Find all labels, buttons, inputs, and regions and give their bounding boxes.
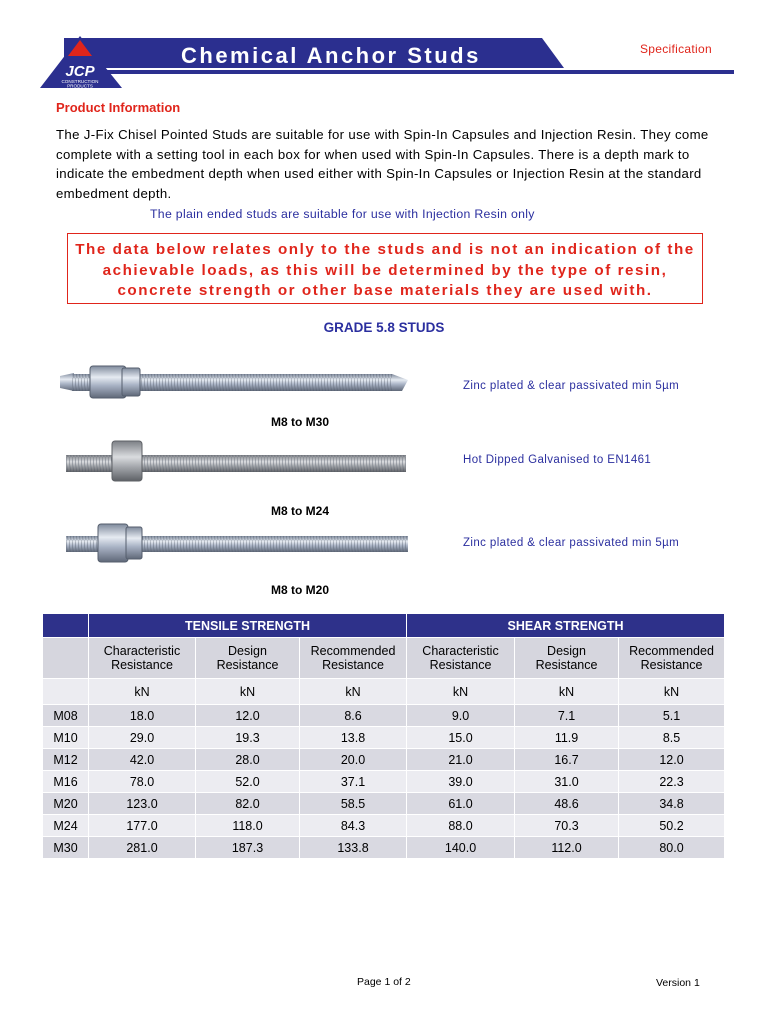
- stud-size-cell: M08: [43, 705, 89, 727]
- page-number: Page 1 of 2: [357, 976, 411, 988]
- svg-text:PRODUCTS: PRODUCTS: [67, 83, 93, 89]
- value-cell: 39.0: [407, 771, 515, 793]
- page-title: Chemical Anchor Studs: [181, 43, 481, 68]
- specification-tag: Specification: [640, 42, 712, 56]
- value-cell: 50.2: [619, 815, 725, 837]
- stud-finish: Zinc plated & clear passivated min 5µm: [463, 380, 680, 392]
- value-cell: 28.0: [196, 749, 300, 771]
- stud-finish: Hot Dipped Galvanised to EN1461: [463, 454, 652, 466]
- stud-size-range: M8 to M20: [270, 583, 329, 597]
- unit-cell: kN: [300, 679, 407, 705]
- stud-size-cell: M20: [43, 793, 89, 815]
- value-cell: 118.0: [196, 815, 300, 837]
- table-row: [43, 727, 725, 749]
- table-row: [43, 771, 725, 793]
- stud-size-cell: M30: [43, 837, 89, 859]
- product-info-paragraph: The J-Fix Chisel Pointed Studs are suitable for use with Spin-In Capsules and Injection Resin. They come complete with a setting tool in each box for when used with Spin-In Capsules. There is a depth mark to indicate the embedment depth when used either with Spin-In Capsules or Injection Resin at the standard embedment depth.: [56, 127, 709, 202]
- value-cell: 88.0: [407, 815, 515, 837]
- value-cell: 12.0: [619, 749, 725, 771]
- column-header: Design Resistance: [196, 638, 300, 679]
- value-cell: 22.3: [619, 771, 725, 793]
- value-cell: 15.0: [407, 727, 515, 749]
- value-cell: 52.0: [196, 771, 300, 793]
- stud-size-range: M8 to M24: [270, 504, 329, 518]
- column-header: Characteristic Resistance: [89, 638, 196, 679]
- column-header: Design Resistance: [515, 638, 619, 679]
- grade-heading: GRADE 5.8 STUDS: [323, 320, 445, 335]
- unit-cell: kN: [619, 679, 725, 705]
- value-cell: 19.3: [196, 727, 300, 749]
- value-cell: 31.0: [515, 771, 619, 793]
- unit-cell: kN: [196, 679, 300, 705]
- value-cell: 281.0: [89, 837, 196, 859]
- stud-image-galvanised: [66, 437, 410, 487]
- value-cell: 123.0: [89, 793, 196, 815]
- value-cell: 11.9: [515, 727, 619, 749]
- value-cell: 37.1: [300, 771, 407, 793]
- value-cell: 9.0: [407, 705, 515, 727]
- value-cell: 42.0: [89, 749, 196, 771]
- warning-line: The data below relates only to the studs and is not an indication of the: [75, 241, 695, 258]
- shear-strength-header: SHEAR STRENGTH: [407, 614, 725, 638]
- value-cell: 70.3: [515, 815, 619, 837]
- column-header: Recommended Resistance: [619, 638, 725, 679]
- plain-studs-note: The plain ended studs are suitable for use with Injection Resin only: [150, 207, 535, 221]
- warning-box: [67, 233, 703, 304]
- value-cell: 82.0: [196, 793, 300, 815]
- value-cell: 112.0: [515, 837, 619, 859]
- value-cell: 177.0: [89, 815, 196, 837]
- table-row: [43, 815, 725, 837]
- value-cell: 7.1: [515, 705, 619, 727]
- value-cell: 8.6: [300, 705, 407, 727]
- stud-size-range: M8 to M30: [270, 415, 329, 429]
- value-cell: 48.6: [515, 793, 619, 815]
- warning-line: achievable loads, as this will be determined by the type of resin,: [102, 261, 668, 279]
- column-header: Characteristic Resistance: [407, 638, 515, 679]
- stud-size-cell: M24: [43, 815, 89, 837]
- value-cell: 29.0: [89, 727, 196, 749]
- stud-image-zinc-plain: [66, 520, 412, 568]
- stud-image-zinc-chisel: [60, 358, 412, 406]
- strength-table: [42, 613, 725, 859]
- value-cell: 8.5: [619, 727, 725, 749]
- warning-line: concrete strength or other base materials they are used with.: [117, 282, 653, 300]
- stud-size-cell: M10: [43, 727, 89, 749]
- value-cell: 16.7: [515, 749, 619, 771]
- tensile-strength-header: TENSILE STRENGTH: [89, 614, 407, 638]
- value-cell: 78.0: [89, 771, 196, 793]
- value-cell: 21.0: [407, 749, 515, 771]
- unit-corner-cell: [43, 679, 89, 705]
- value-cell: 84.3: [300, 815, 407, 837]
- value-cell: 20.0: [300, 749, 407, 771]
- table-row: [43, 705, 725, 727]
- value-cell: 58.5: [300, 793, 407, 815]
- value-cell: 5.1: [619, 705, 725, 727]
- table-row: [43, 837, 725, 859]
- stud-finish: Zinc plated & clear passivated min 5µm: [463, 537, 680, 549]
- value-cell: 12.0: [196, 705, 300, 727]
- unit-cell: kN: [89, 679, 196, 705]
- value-cell: 133.8: [300, 837, 407, 859]
- value-cell: 140.0: [407, 837, 515, 859]
- table-corner: [43, 614, 89, 638]
- table-body: [43, 705, 725, 859]
- value-cell: 34.8: [619, 793, 725, 815]
- unit-cell: kN: [515, 679, 619, 705]
- svg-text:CONSTRUCTION: CONSTRUCTION: [61, 79, 99, 84]
- table-row: [43, 749, 725, 771]
- stud-size-cell: M12: [43, 749, 89, 771]
- svg-text:JCP: JCP: [65, 63, 95, 80]
- column-header: Recommended Resistance: [300, 638, 407, 679]
- value-cell: 61.0: [407, 793, 515, 815]
- value-cell: 187.3: [196, 837, 300, 859]
- banner-rule: [100, 70, 734, 74]
- jcp-logo: [40, 36, 128, 92]
- version-label: Version 1: [656, 977, 700, 989]
- unit-cell: kN: [407, 679, 515, 705]
- stud-size-cell: M16: [43, 771, 89, 793]
- value-cell: 13.8: [300, 727, 407, 749]
- size-header-cell: [43, 638, 89, 679]
- product-info-heading: Product Information: [56, 100, 181, 115]
- value-cell: 80.0: [619, 837, 725, 859]
- table-row: [43, 793, 725, 815]
- value-cell: 18.0: [89, 705, 196, 727]
